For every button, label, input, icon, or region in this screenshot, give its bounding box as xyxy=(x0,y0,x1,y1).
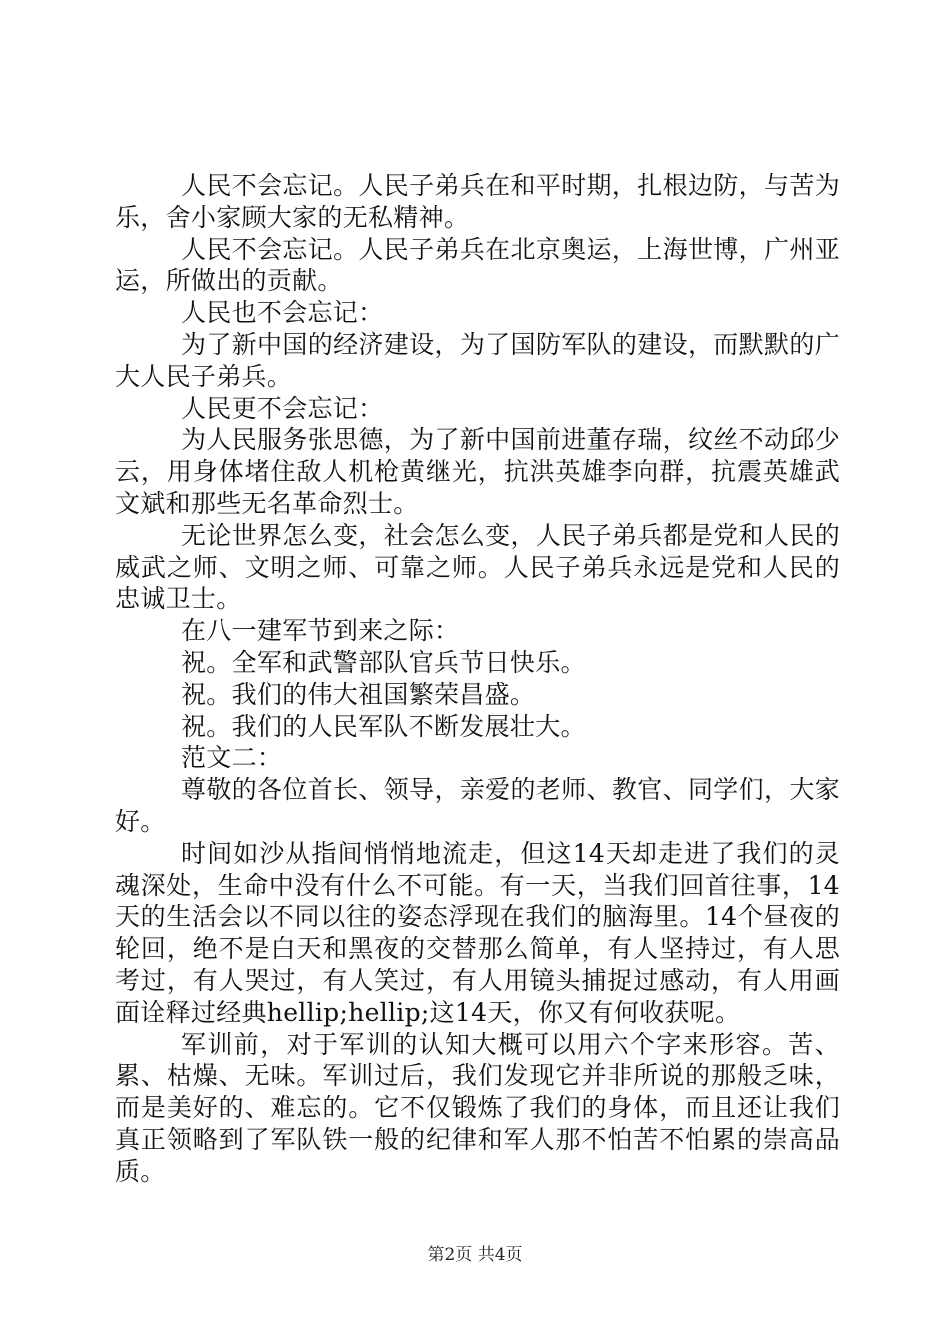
page-footer: 第2页 共4页 xyxy=(427,1245,523,1265)
paragraph-4: 为了新中国的经济建设，为了国防军队的建设，而默默的广大人民子弟兵。 xyxy=(115,329,840,391)
paragraph-9: 祝。全军和武警部队官兵节日快乐。 xyxy=(181,647,586,677)
paragraph-14: 时间如沙从指间悄悄地流走，但这14天却走进了我们的灵魂深处，生命中没有什么不可能。有一天，当我们回首往事，14天的生活会以不同以往的姿态浮现在我们的脑海里。14个昼夜的轮回，绝不是白天和黑夜的交替那么简单，有人坚持过，有人思考过，有人哭过，有人笑过，有人用镜头捕捉过感动，有人用画面诠释过经典hellip;hellip;这14天，你又有何收获呢。 xyxy=(115,838,840,1027)
paragraph-10: 祝。我们的伟大祖国繁荣昌盛。 xyxy=(181,679,536,709)
body-text xyxy=(115,170,840,1188)
paragraph-15: 军训前，对于军训的认知大概可以用六个字来形容。苦、累、枯燥、无味。军训过后，我们发现它并非所说的那般乏味，而是美好的、难忘的。它不仅锻炼了我们的身体，而且还让我们真正领略到了军队铁一般的纪律和军人那不怕苦不怕累的崇高品质。 xyxy=(115,1029,840,1186)
paragraph-7: 无论世界怎么变，社会怎么变，人民子弟兵都是党和人民的威武之师、文明之师、可靠之师。人民子弟兵永远是党和人民的忠诚卫士。 xyxy=(115,520,840,614)
paragraph-5: 人民更不会忘记： xyxy=(181,393,384,423)
paragraph-11: 祝。我们的人民军队不断发展壮大。 xyxy=(181,711,586,741)
paragraph-6: 为人民服务张思德，为了新中国前进董存瑞，纹丝不动邱少云，用身体堵住敌人机枪黄继光，抗洪英雄李向群，抗震英雄武文斌和那些无名革命烈士。 xyxy=(115,425,840,518)
paragraph-8: 在八一建军节到来之际： xyxy=(181,616,460,646)
paragraph-3: 人民也不会忘记： xyxy=(181,298,384,328)
paragraph-13: 尊敬的各位首长、领导，亲爱的老师、教官、同学们，大家好。 xyxy=(115,775,840,836)
paragraph-1: 人民不会忘记。人民子弟兵在和平时期，扎根边防，与苦为乐，舍小家顾大家的无私精神。 xyxy=(115,171,840,232)
paragraph-2: 人民不会忘记。人民子弟兵在北京奥运，上海世博，广州亚运，所做出的贡献。 xyxy=(115,234,840,296)
section-heading: 范文二： xyxy=(181,743,283,773)
